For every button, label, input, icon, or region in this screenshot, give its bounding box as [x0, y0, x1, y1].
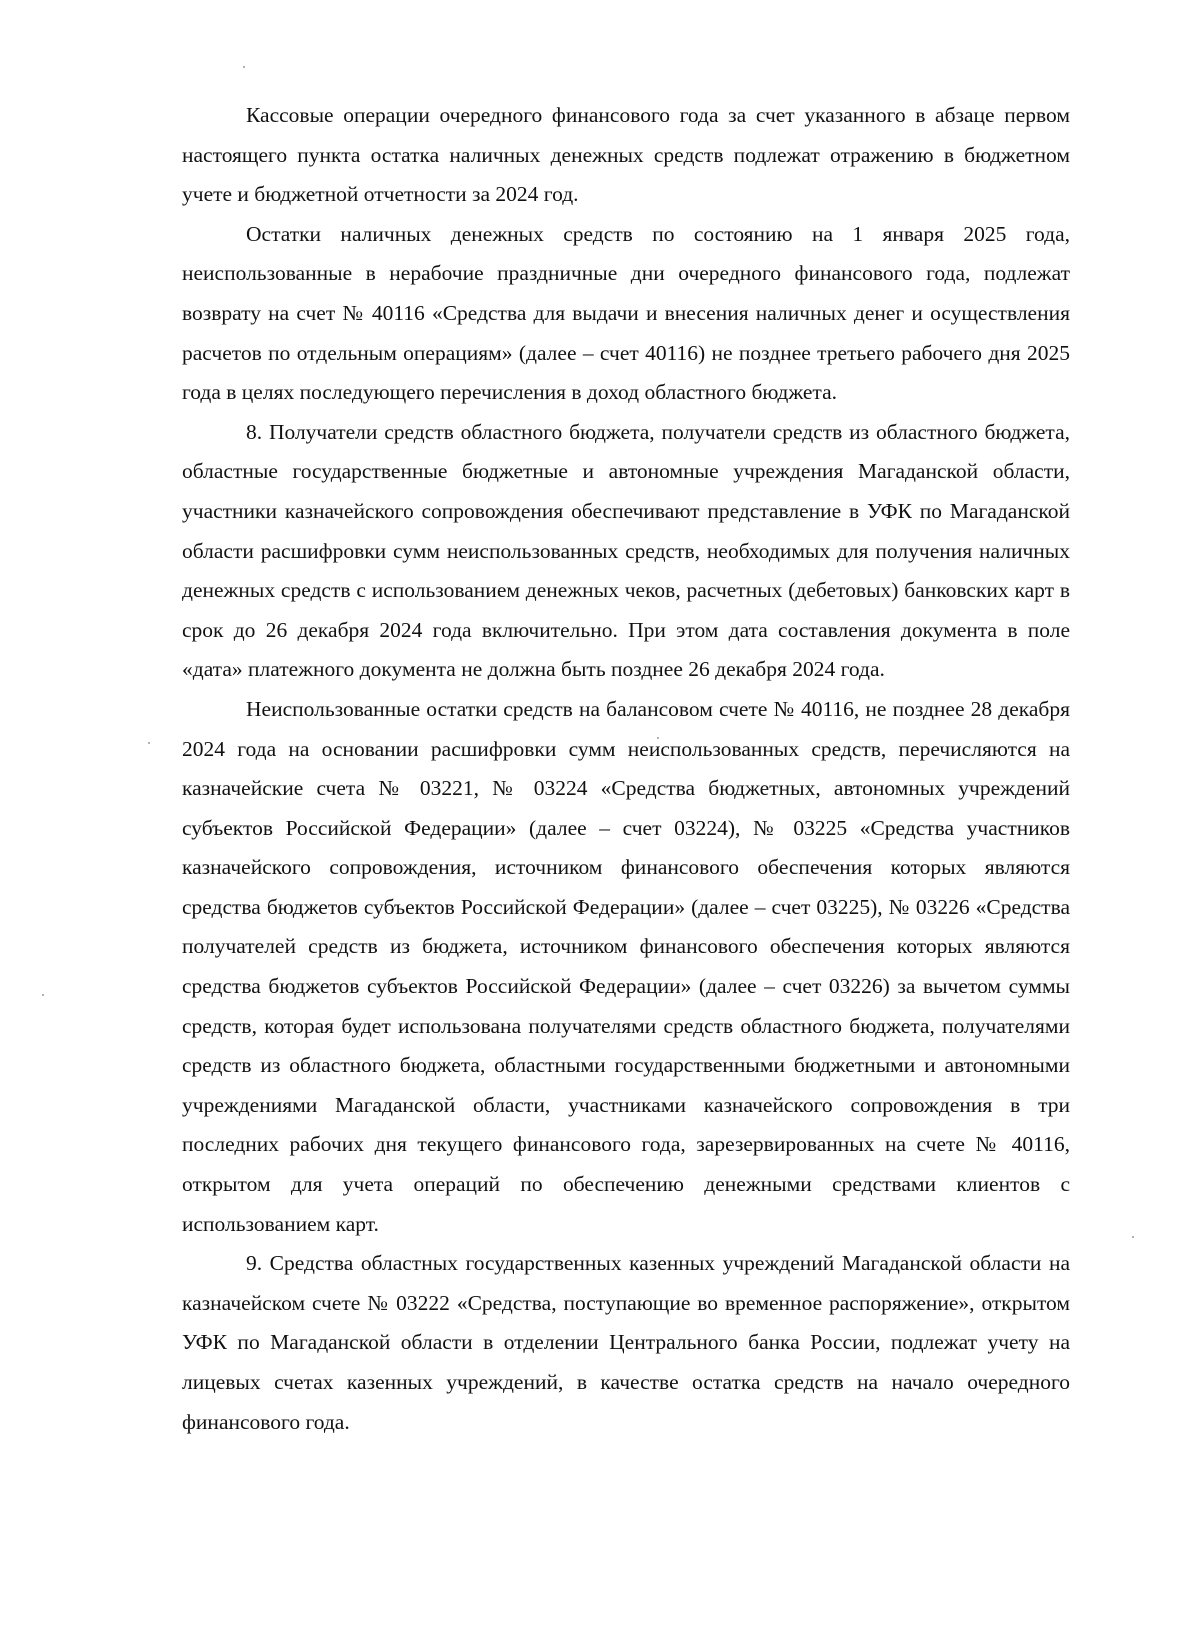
scan-speck: [1132, 1236, 1134, 1238]
paragraph-cash-operations: Кассовые операции очередного финансового года за счет указанного в абзаце первом настоящего пункта остатка наличных денежных средств подлежат отражению в бюджетном учете и бюджетной отчетности за 2024 год.: [182, 103, 1070, 207]
scan-speck: [42, 994, 44, 996]
paragraph-item-8: 8. Получатели средств областного бюджета, получатели средств из областного бюджета, областные государственные бюджетные и автономные учреждения Магаданской области, участники казначейского сопровождения обеспечивают представление в УФК по Магаданской области расшифровки сумм неиспользованных средств, необходимых для получения наличных денежных средств с использованием денежных чеков, расчетных (дебетовых) банковских карт в срок до 26 декабря 2024 года включительно. При этом дата составления документа в поле «дата» платежного документа не должна быть позднее 26 декабря 2024 года.: [182, 419, 1070, 682]
scan-speck: [243, 66, 245, 68]
paragraph-unused-balances: Неиспользованные остатки средств на балансовом счете № 40116, не позднее 28 декабря 2024 года на основании расшифровки сумм неиспользованных средств, перечисляются на казначейские счета № 03221, № 03224 «Средства бюджетных, автономных учреждений субъектов Российской Федерации» (далее – счет 03224), № 03225 «Средства участников казначейского сопровождения, источником финансового обеспечения которых являются средства бюджетов субъектов Российской Федерации» (далее – счет 03225), № 03226 «Средства получателей средств из бюджета, источником финансового обеспечения которых являются средства бюджетов субъектов Российской Федерации» (далее – счет 03226) за вычетом суммы средств, которая будет использована получателями средств областного бюджета, получателями средств из областного бюджета, областными государственными бюджетными и автономными учреждениями Магаданской области, участниками казначейского сопровождения в три последних рабочих дня текущего финансового года, зарезервированных на счете № 40116, открытом для учета операций по обеспечению денежными средствами клиентов с использованием карт.: [182, 696, 1070, 1236]
scan-speck: [148, 742, 150, 744]
paragraph-item-9: 9. Средства областных государственных казенных учреждений Магаданской области на казначейском счете № 03222 «Средства, поступающие во временное распоряжение», открытом УФК по Магаданской области в отделении Центрального банка России, подлежат учету на лицевых счетах казенных учреждений, в качестве остатка средств на начало очередного финансового года.: [182, 1251, 1070, 1434]
paragraph-cash-balances: Остатки наличных денежных средств по состоянию на 1 января 2025 года, неиспользованные в нерабочие праздничные дни очередного финансового года, подлежат возврату на счет № 40116 «Средства для выдачи и внесения наличных денег и осуществления расчетов по отдельным операциям» (далее – счет 40116) не позднее третьего рабочего дня 2025 года в целях последующего перечисления в доход областного бюджета.: [182, 221, 1070, 405]
document-body: [182, 96, 1070, 1442]
